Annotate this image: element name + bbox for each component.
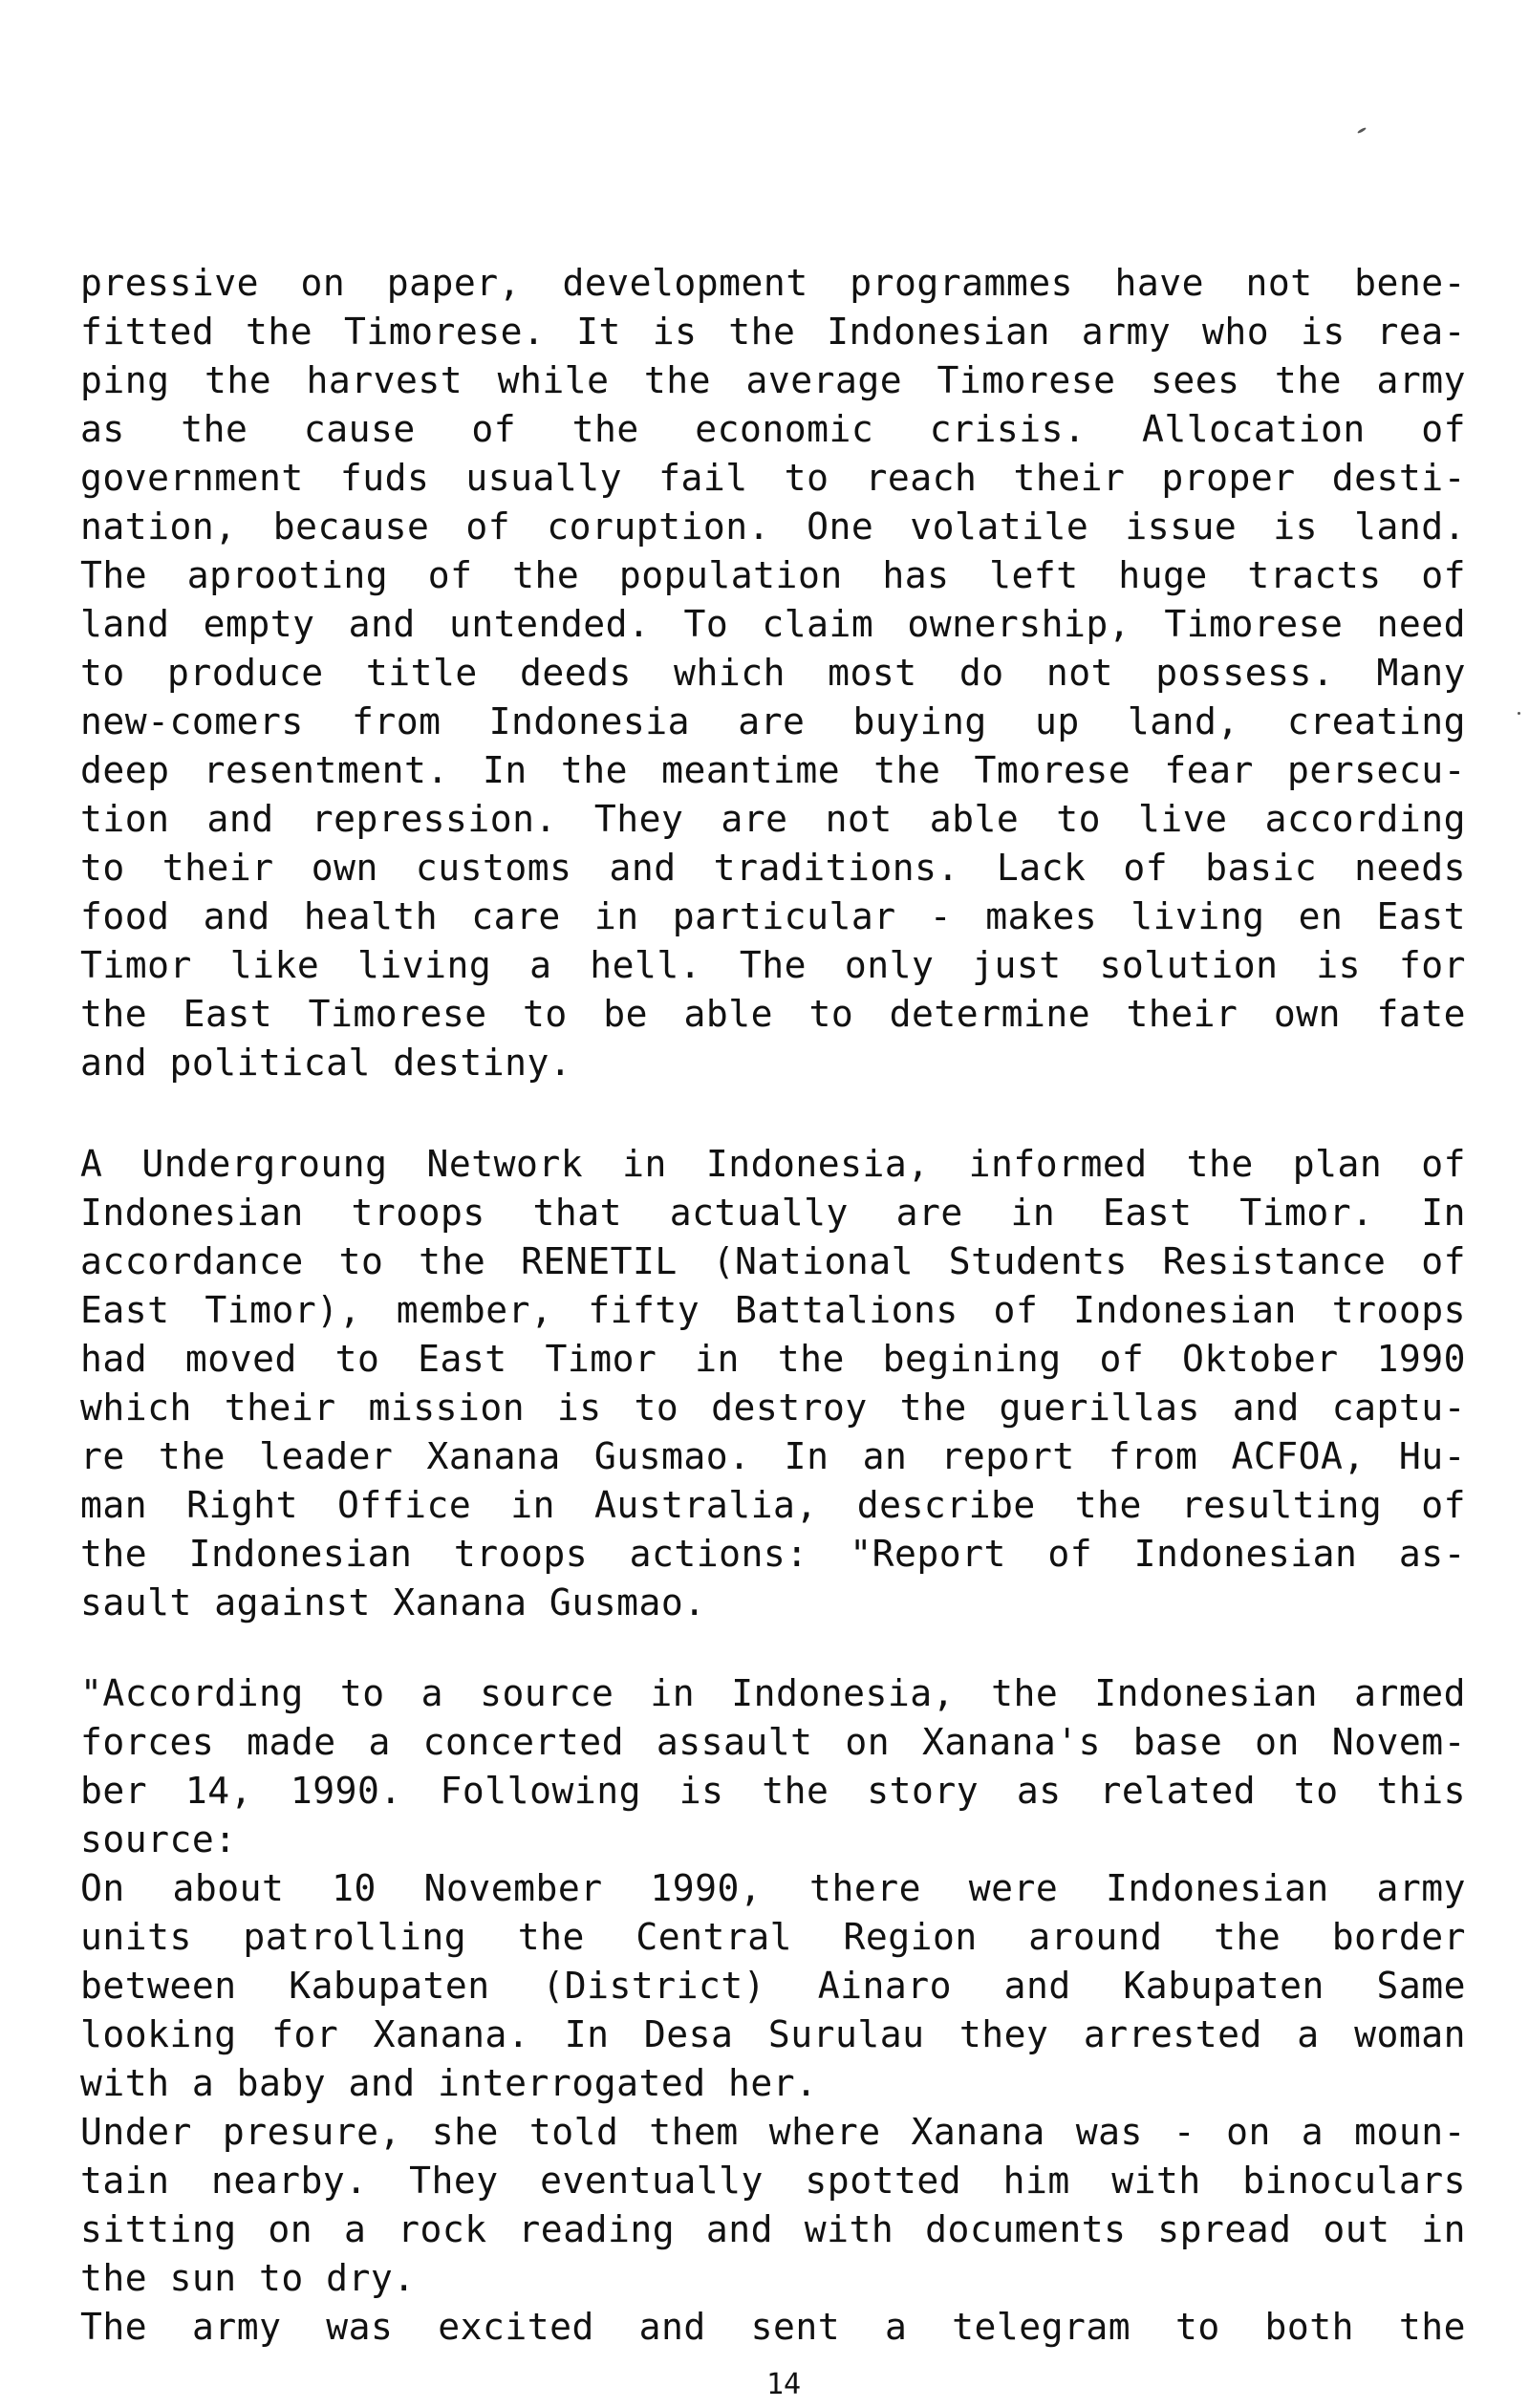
- text-line: On about 10 November 1990, there were Indonesian army: [80, 1867, 1466, 1909]
- text-line: which their mission is to destroy the guerillas and captu-: [80, 1387, 1466, 1429]
- text-line: government fuds usually fail to reach their proper desti-: [80, 457, 1466, 499]
- text-line: tain nearby. They eventually spotted him with binoculars: [80, 2160, 1466, 2202]
- text-line: A Undergroung Network in Indonesia, informed the plan of: [80, 1143, 1466, 1185]
- text-line: the sun to dry.: [80, 2257, 416, 2299]
- paragraph-3: [80, 1669, 1466, 2352]
- paragraph-1: [80, 259, 1466, 1087]
- text-line: sault against Xanana Gusmao.: [80, 1581, 706, 1623]
- text-line: looking for Xanana. In Desa Surulau they arrested a woman: [80, 2013, 1466, 2055]
- scan-speck: [1518, 712, 1520, 715]
- text-line: pressive on paper, development programmes have not bene-: [80, 262, 1466, 304]
- text-line: Timor like living a hell. The only just solution is for: [80, 944, 1466, 986]
- text-line: the East Timorese to be able to determine their own fate: [80, 993, 1466, 1035]
- text-line: forces made a concerted assault on Xanana's base on Novem-: [80, 1721, 1466, 1763]
- text-line: new-comers from Indonesia are buying up land, creating: [80, 700, 1466, 742]
- text-line: as the cause of the economic crisis. Allocation of: [80, 408, 1466, 450]
- text-line: fitted the Timorese. It is the Indonesian army who is rea-: [80, 311, 1466, 353]
- text-line: sitting on a rock reading and with documents spread out in: [80, 2208, 1466, 2250]
- text-line: Under presure, she told them where Xanana was - on a moun-: [80, 2111, 1466, 2153]
- text-line: East Timor), member, fifty Battalions of Indonesian troops: [80, 1289, 1466, 1331]
- text-line: had moved to East Timor in the begining of Oktober 1990: [80, 1338, 1466, 1380]
- text-line: the Indonesian troops actions: "Report of Indonesian as-: [80, 1533, 1466, 1575]
- text-line: tion and repression. They are not able to live according: [80, 798, 1466, 840]
- text-line: to their own customs and traditions. Lack of basic needs: [80, 847, 1466, 889]
- text-line: man Right Office in Australia, describe the resulting of: [80, 1484, 1466, 1526]
- text-line: ber 14, 1990. Following is the story as related to this: [80, 1770, 1466, 1812]
- text-line: source:: [80, 1818, 237, 1860]
- text-line: "According to a source in Indonesia, the Indonesian armed: [80, 1672, 1466, 1714]
- text-line: Indonesian troops that actually are in East Timor. In: [80, 1192, 1466, 1234]
- text-line: between Kabupaten (District) Ainaro and Kabupaten Same: [80, 1965, 1466, 2007]
- scan-speck: [1357, 127, 1367, 135]
- text-line: deep resentment. In the meantime the Tmorese fear persecu-: [80, 749, 1466, 791]
- paragraph-2: [80, 1140, 1466, 1627]
- text-line: and political destiny.: [80, 1042, 572, 1084]
- text-line: units patrolling the Central Region around the border: [80, 1916, 1466, 1958]
- text-line: ping the harvest while the average Timorese sees the army: [80, 359, 1466, 401]
- page-number: 14: [765, 2368, 802, 2401]
- text-line: The army was excited and sent a telegram to both the: [80, 2306, 1466, 2348]
- text-line: food and health care in particular - makes living en East: [80, 895, 1466, 937]
- text-line: re the leader Xanana Gusmao. In an report from ACFOA, Hu-: [80, 1435, 1466, 1477]
- text-line: nation, because of coruption. One volatile issue is land.: [80, 505, 1466, 548]
- text-line: to produce title deeds which most do not possess. Many: [80, 652, 1466, 694]
- text-line: with a baby and interrogated her.: [80, 2062, 818, 2104]
- text-line: land empty and untended. To claim ownership, Timorese need: [80, 603, 1466, 645]
- text-line: accordance to the RENETIL (National Students Resistance of: [80, 1240, 1466, 1282]
- text-line: The aprooting of the population has left huge tracts of: [80, 554, 1466, 596]
